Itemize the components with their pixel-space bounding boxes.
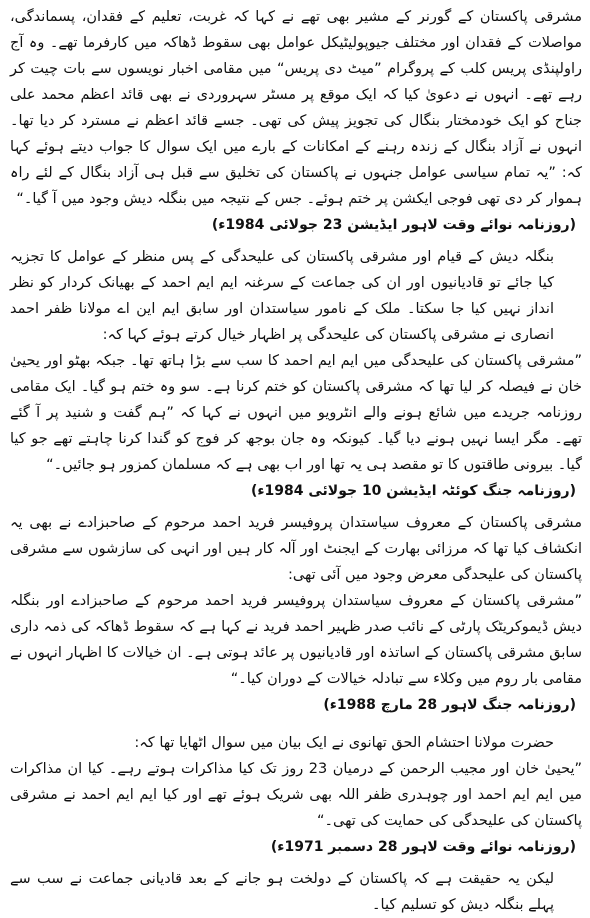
citation-3: (روزنامہ جنگ لاہور 28 مارچ 1988ء) — [323, 697, 576, 713]
paragraph-2: بنگلہ دیش کے قیام اور مشرقی پاکستان کی علیحدگی کے پس منظر کے عوامل کا تجزیہ کیا جائے تو قادیانیوں اور ان کی جماعت کے سرغنہ ایم ایم احمد کے بھیانک کردار کو نظر انداز نہیں کیا جا سکتا۔ ملک کے نامور سیاستدان اور سابق ایم این اے مولانا ظفر احمد انصاری نے مشرقی پاکستان کی علیحدگی پر اظہار خیال کرتے ہوئے کہا کہ: — [10, 249, 554, 343]
paragraph-3: مشرقی پاکستان کے معروف سیاستدان پروفیسر فرید احمد مرحوم کے صاحبزادے نے بھی یہ انکشاف کیا تھا کہ مرزائی بھارت کے ایجنٹ اور آلہ کار ہیں اور انہی کی سازشوں سے مشرقی پاکستان کی علیحدگی معرض وجود میں آئی تھی: — [10, 515, 582, 583]
quote-3: ”یحییٰ خان اور مجیب الرحمن کے درمیان 23 روز تک کیا مذاکرات ہوتے رہے۔ کیا ان مذاکرات میں ایم ایم احمد اور چوہدری ظفر اللہ بھی شریک ہوئے تھے اور کیا ایم ایم احمد نے مشرقی پاکستان کی علیحدگی کی حمایت کی تھی۔“ — [10, 761, 582, 829]
paragraph-4: حضرت مولانا احتشام الحق تھانوی نے ایک بیان میں سوال اٹھایا تھا کہ: — [134, 735, 554, 751]
paragraph-5: لیکن یہ حقیقت ہے کہ پاکستان کے دولخت ہو جانے کے بعد قادیانی جماعت نے سب سے پہلے بنگلہ دیش کو تسلیم کیا۔ — [10, 871, 554, 913]
citation-4: (روزنامہ نوائے وقت لاہور 28 دسمبر 1971ء) — [270, 839, 576, 855]
quote-2: ”مشرقی پاکستان کے معروف سیاستدان پروفیسر فرید احمد مرحوم کے صاحبزادے اور بنگلہ دیش ڈیموکریٹک پارٹی کے نائب صدر ظہیر احمد فرید نے کہا ہے کہ سقوط ڈھاکہ کی ذمہ داری سابق مشرقی پاکستان کے اساتذہ اور قادیانیوں پر عائد ہوتی ہے۔ ان خیالات کا اظہار انہوں نے مقامی بار روم میں وکلاء سے تبادلہ خیالات کے دوران کیا۔“ — [10, 593, 582, 687]
citation-2: (روزنامہ جنگ کوئٹہ ایڈیشن 10 جولائی 1984ء) — [250, 483, 576, 499]
citation-1: (روزنامہ نوائے وقت لاہور ایڈیشن 23 جولائی 1984ء) — [211, 217, 576, 233]
paragraph-1: مشرقی پاکستان کے گورنر کے مشیر بھی تھے نے کہا کہ غربت، تعلیم کے فقدان، پسماندگی، مواصلات کے فقدان اور مختلف جیوپولیٹیکل عوامل بھی سقوط ڈھاکہ میں کارفرما تھے۔ وہ آج راولپنڈی پریس کلب کے پروگرام ”میٹ دی پریس“ میں مقامی اخبار نویسوں سے بات چیت کر رہے تھے۔ انہوں نے دعویٰ کیا کہ ایک موقع پر مسٹر سہروردی نے بھی قائد اعظم محمد علی جناح کو ایک خودمختار بنگال کی تجویز پیش کی تھی۔ جسے قائد اعظم نے مسترد کر دیا تھا۔ انہوں نے آزاد بنگال کے زندہ رہنے کے امکانات کے بارے میں ایک سوال کا جواب دیتے ہوئے کہا کہ: ”یہ تمام سیاسی عوامل جنہوں نے پاکستان کی تخلیق سے قبل ہی آزاد بنگال کے لئے راہ ہموار کر دی تھی فوجی ایکشن پر ختم ہوئے۔ جس کے نتیجہ میں بنگلہ دیش وجود میں آ گیا۔“ — [10, 9, 582, 207]
quote-1: ”مشرقی پاکستان کی علیحدگی میں ایم ایم احمد کا سب سے بڑا ہاتھ تھا۔ جبکہ بھٹو اور یحییٰ خان نے فیصلہ کر لیا تھا کہ مشرقی پاکستان کو ختم کرنا ہے۔ سو وہ ختم ہو گیا۔ ایک مقامی روزنامہ جریدے میں شائع ہونے والے انٹرویو میں انہوں نے کہا کہ ”ہم گفت و شنید پر آ گئے تھے۔ مگر ایسا نہیں ہونے دیا گیا۔ کیونکہ وہ جان بوجھ کر فوج کو گندا کرنا چاہتے تھے جو کیا گیا۔ بیرونی طاقتوں کا تو مقصد ہی یہ تھا اور اب بھی ہے کہ مسلمان کمزور ہو جائیں۔“ — [10, 353, 582, 473]
